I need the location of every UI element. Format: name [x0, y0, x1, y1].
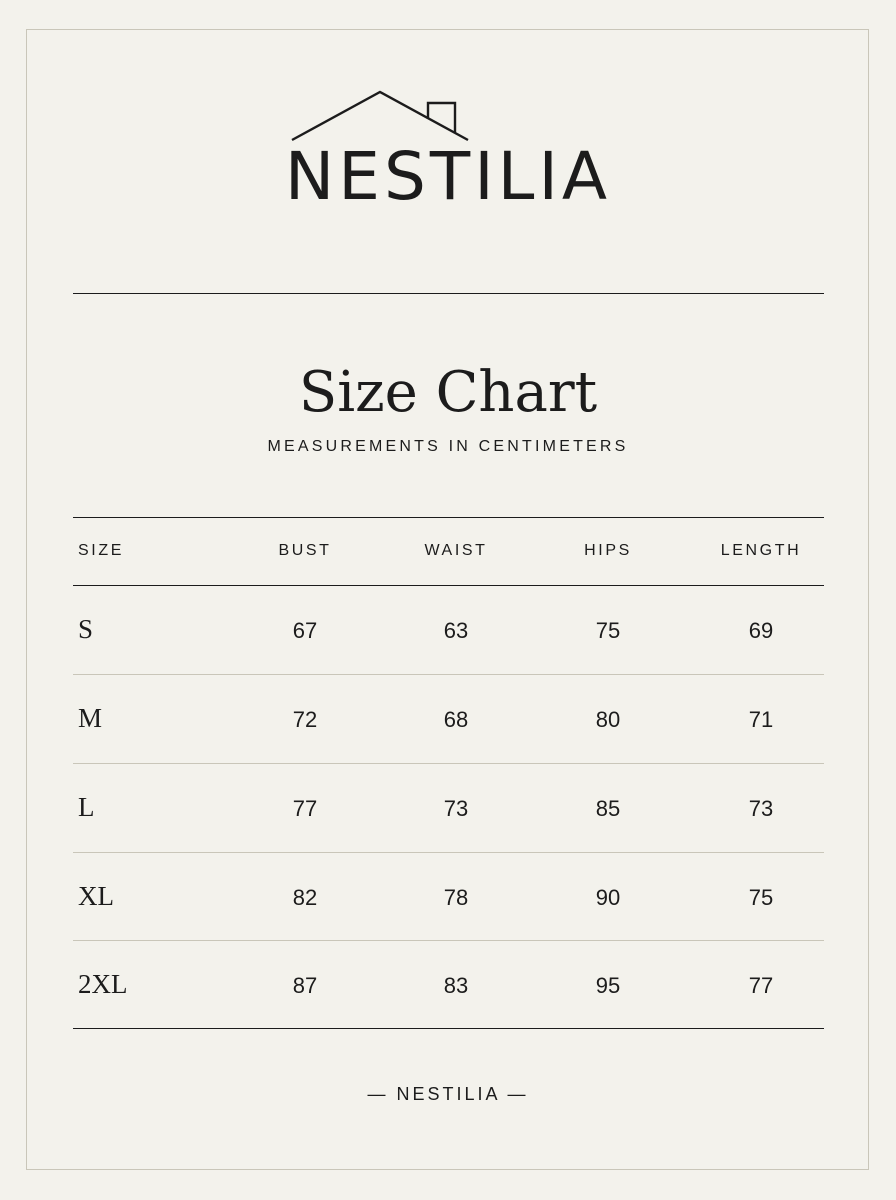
table-bottom-rule: [73, 1028, 824, 1029]
length-value: 71: [748, 707, 774, 732]
waist-value: 83: [443, 973, 469, 998]
page-subtitle: MEASUREMENTS IN CENTIMETERS: [267, 438, 629, 455]
length-value: 73: [748, 796, 774, 821]
length-value: 77: [748, 973, 774, 998]
bust-value: 77: [292, 796, 318, 821]
bust-value: 67: [292, 618, 318, 643]
waist-value: 73: [443, 796, 469, 821]
waist-value: 63: [443, 618, 469, 643]
length-value: 75: [748, 885, 774, 910]
size-label: 2XL: [78, 969, 128, 999]
brand-logo: [0, 0, 896, 220]
hips-value: 90: [595, 885, 621, 910]
size-label: M: [78, 703, 103, 733]
column-header-hips: HIPS: [584, 542, 632, 559]
hips-value: 85: [595, 796, 621, 821]
waist-value: 68: [443, 707, 469, 732]
row-divider: [73, 852, 824, 853]
hips-value: 75: [595, 618, 621, 643]
hips-value: 80: [595, 707, 621, 732]
column-header-length: LENGTH: [720, 542, 802, 559]
footer-brand: — NESTILIA —: [367, 1084, 529, 1104]
bust-value: 87: [292, 973, 318, 998]
brand-name: NESTILIA: [284, 138, 612, 215]
table-header-rule: [73, 585, 824, 586]
size-label: L: [78, 792, 95, 822]
bust-value: 82: [292, 885, 318, 910]
hips-value: 95: [595, 973, 621, 998]
row-divider: [73, 674, 824, 675]
page-title: Size Chart: [298, 360, 598, 425]
size-label: XL: [78, 881, 114, 911]
column-header-waist: WAIST: [424, 542, 488, 559]
column-header-size: SIZE: [78, 542, 124, 559]
length-value: 69: [748, 618, 774, 643]
row-divider: [73, 763, 824, 764]
column-header-bust: BUST: [278, 542, 332, 559]
waist-value: 78: [443, 885, 469, 910]
divider-top: [73, 293, 824, 294]
house-roof-icon: [290, 88, 470, 144]
bust-value: 72: [292, 707, 318, 732]
size-label: S: [78, 614, 94, 644]
table-top-rule: [73, 517, 824, 518]
row-divider: [73, 940, 824, 941]
